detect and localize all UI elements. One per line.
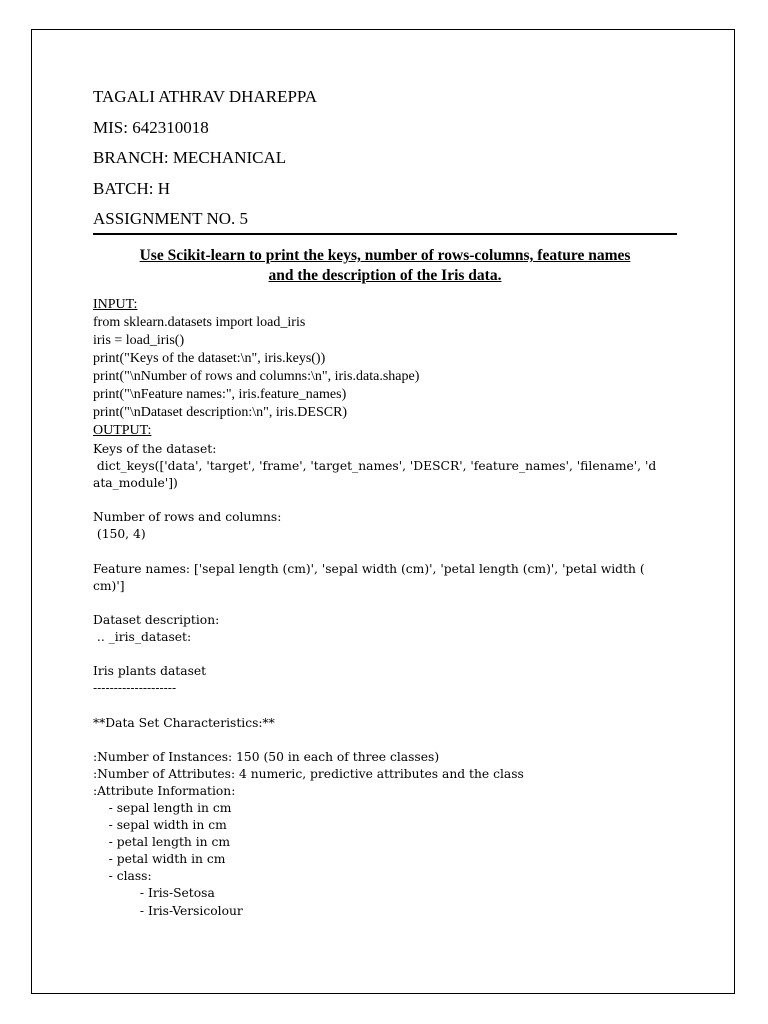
output-line: ata_module']) (93, 476, 178, 491)
output-line: - sepal width in cm (93, 818, 227, 833)
output-line: :Number of Instances: 150 (50 in each of three classes) (93, 749, 440, 764)
output-line: **Data Set Characteristics:** (93, 715, 275, 730)
output-label: OUTPUT: (93, 423, 152, 438)
output-line: :Number of Attributes: 4 numeric, predictive attributes and the class (93, 766, 524, 781)
output-line: dict_keys(['data', 'target', 'frame', 'target_names', 'DESCR', 'feature_names', 'filename', 'd (93, 459, 657, 474)
output-line: - Iris-Setosa (93, 886, 215, 901)
code-line: print("\nNumber of rows and columns:\n", iris.data.shape) (93, 369, 420, 384)
input-section (93, 296, 683, 440)
output-line (93, 544, 681, 561)
student-name: TAGALI ATHRAV DHAREPPA (93, 87, 318, 106)
student-mis: MIS: 642310018 (93, 117, 209, 137)
output-line (93, 595, 681, 612)
code-line: iris = load_iris() (93, 333, 185, 348)
output-line: - class: (93, 869, 152, 884)
output-line: Feature names: ['sepal length (cm)', 'sepal width (cm)', 'petal length (cm)', 'petal width ( (93, 561, 645, 576)
output-line (93, 492, 681, 509)
output-line: (150, 4) (93, 527, 146, 542)
output-line: Number of rows and columns: (93, 510, 282, 525)
task-title-line-2: and the description of the Iris data. (268, 267, 502, 284)
code-line: print("\nFeature names:", iris.feature_names) (93, 387, 347, 402)
student-batch: BATCH: H (93, 178, 170, 198)
output-line: - sepal length in cm (93, 800, 232, 815)
input-label: INPUT: (93, 297, 138, 312)
output-line: -------------------- (93, 681, 177, 696)
output-line: - petal width in cm (93, 852, 226, 867)
output-line: :Attribute Information: (93, 783, 236, 798)
assignment-number: ASSIGNMENT NO. 5 (93, 209, 249, 228)
output-line: Dataset description: (93, 612, 220, 627)
output-line: - Iris-Versicolour (93, 903, 243, 918)
output-line: .. _iris_dataset: (93, 630, 192, 645)
output-line: Iris plants dataset (93, 664, 207, 679)
task-title (93, 246, 677, 286)
output-line: cm)'] (93, 578, 125, 593)
code-line: print("\nDataset description:\n", iris.DESCR) (93, 405, 348, 420)
code-line: print("Keys of the dataset:\n", iris.keys()) (93, 351, 326, 366)
output-section (93, 441, 681, 920)
output-line (93, 646, 681, 663)
task-title-line-1: Use Scikit-learn to print the keys, number of rows-columns, feature names (139, 247, 631, 264)
student-header (93, 86, 683, 239)
output-line (93, 697, 681, 714)
output-line (93, 732, 681, 749)
output-line: - petal length in cm (93, 835, 231, 850)
output-line: Keys of the dataset: (93, 442, 217, 456)
code-line: from sklearn.datasets import load_iris (93, 315, 306, 330)
student-branch: BRANCH: MECHANICAL (93, 148, 287, 167)
header-divider (93, 233, 677, 235)
